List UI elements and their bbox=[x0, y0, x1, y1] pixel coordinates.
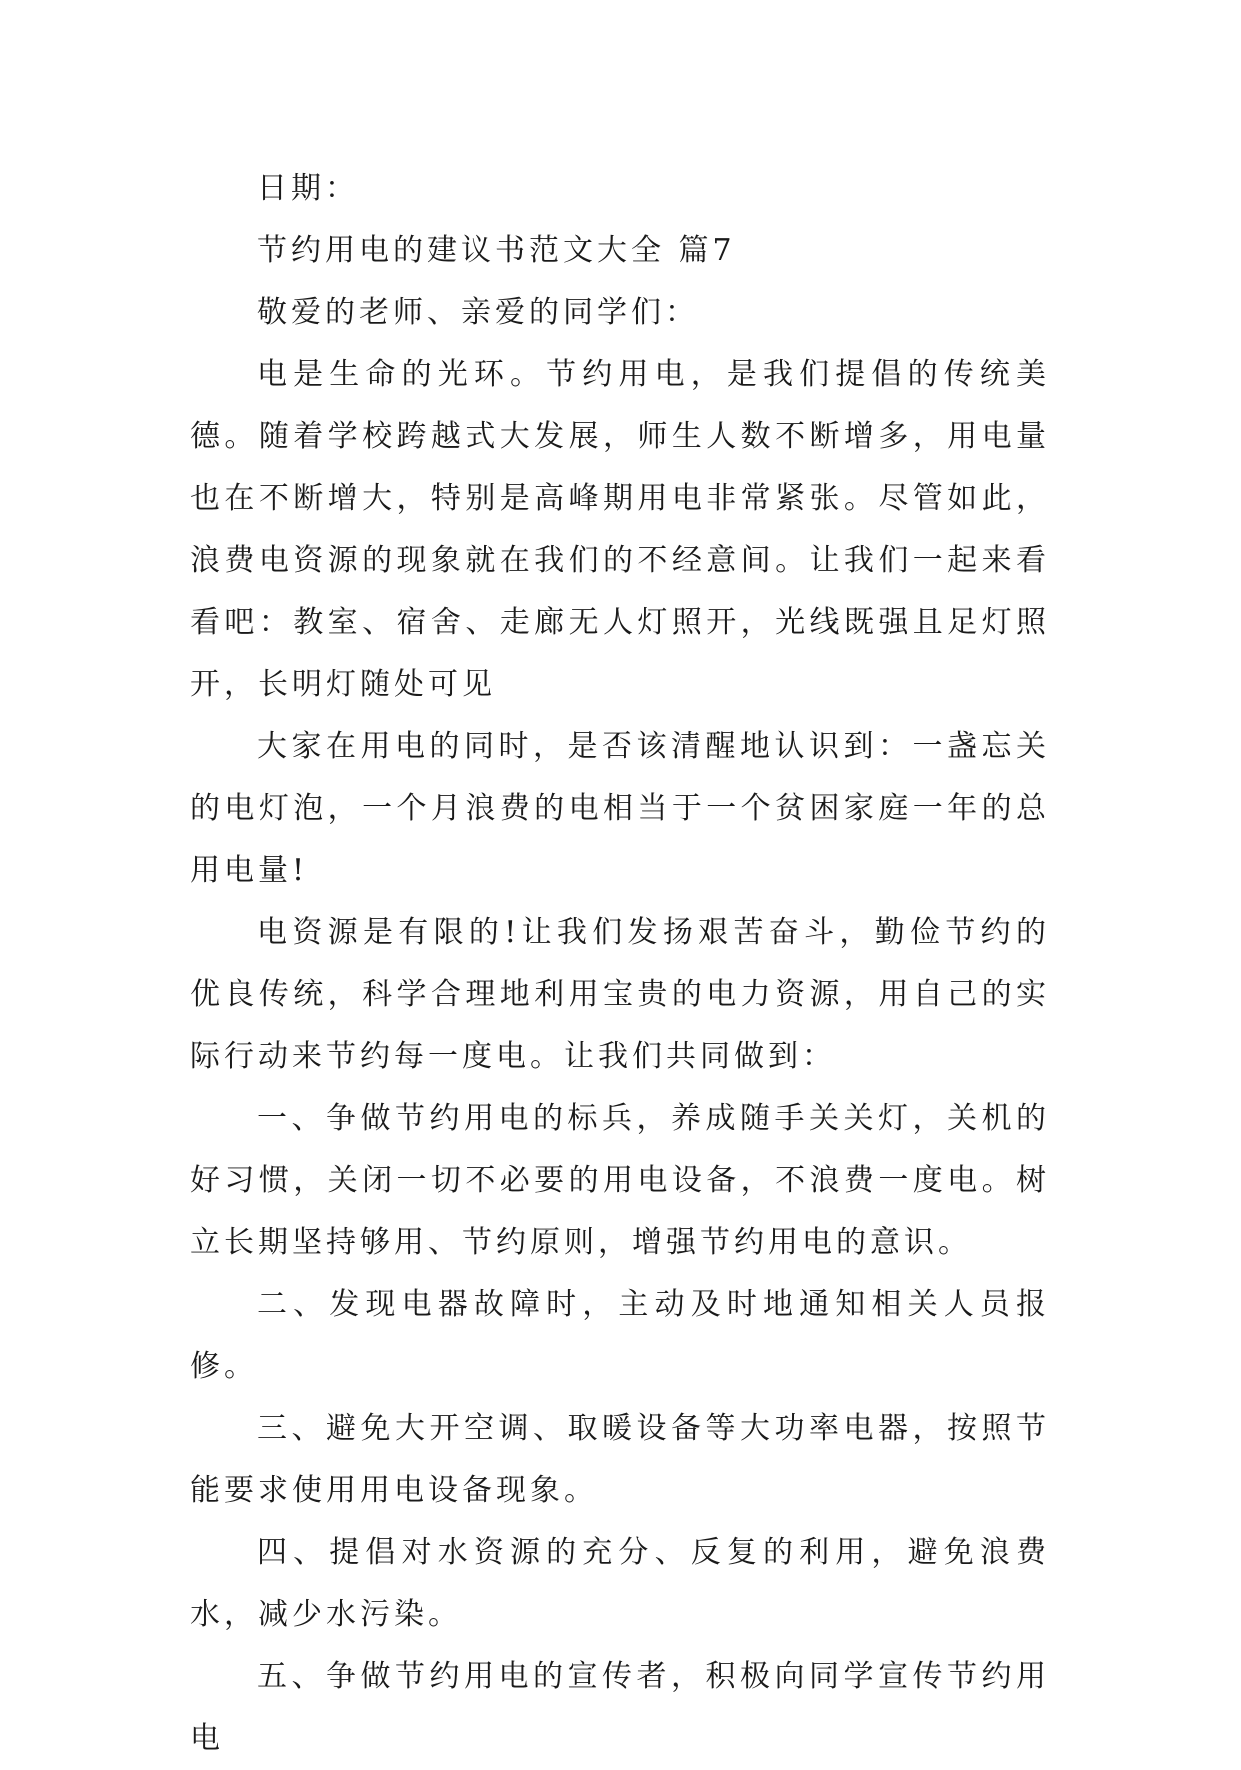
salutation: 敬爱的老师、亲爱的同学们： bbox=[257, 295, 699, 330]
paragraph-1: 电是生命的光环。节约用电，是我们提倡的传统美德。随着学校跨越式大发展，师生人数不断增多，用电量也在不断增大，特别是高峰期用电非常紧张。尽管如此，浪费电资源的现象就在我们的不经意间。让我们一起来看看吧：教室、宿舍、走廊无人灯照开，光线既强且足灯照开，长明灯随处可见 bbox=[190, 357, 1050, 702]
document-body bbox=[190, 158, 1050, 1770]
paragraph-7: 四、提倡对水资源的充分、反复的利用，避免浪费水，减少水污染。 bbox=[190, 1535, 1050, 1632]
paragraph-3: 电资源是有限的!让我们发扬艰苦奋斗，勤俭节约的优良传统，科学合理地利用宝贵的电力资源，用自己的实际行动来节约每一度电。让我们共同做到： bbox=[190, 915, 1050, 1074]
paragraph-6: 三、避免大开空调、取暖设备等大功率电器，按照节能要求使用用电设备现象。 bbox=[190, 1411, 1050, 1508]
paragraph-4: 一、争做节约用电的标兵，养成随手关关灯，关机的好习惯，关闭一切不必要的用电设备，不浪费一度电。树立长期坚持够用、节约原则，增强节约用电的意识。 bbox=[190, 1101, 1050, 1260]
paragraph-8: 五、争做节约用电的宣传者，积极向同学宣传节约用电 bbox=[190, 1659, 1050, 1756]
paragraph-5: 二、发现电器故障时，主动及时地通知相关人员报修。 bbox=[190, 1287, 1050, 1384]
paragraph-2: 大家在用电的同时，是否该清醒地认识到：一盏忘关的电灯泡，一个月浪费的电相当于一个贫困家庭一年的总用电量! bbox=[190, 729, 1050, 888]
date-label: 日期： bbox=[257, 171, 359, 206]
section-title: 节约用电的建议书范文大全 篇7 bbox=[257, 233, 736, 268]
